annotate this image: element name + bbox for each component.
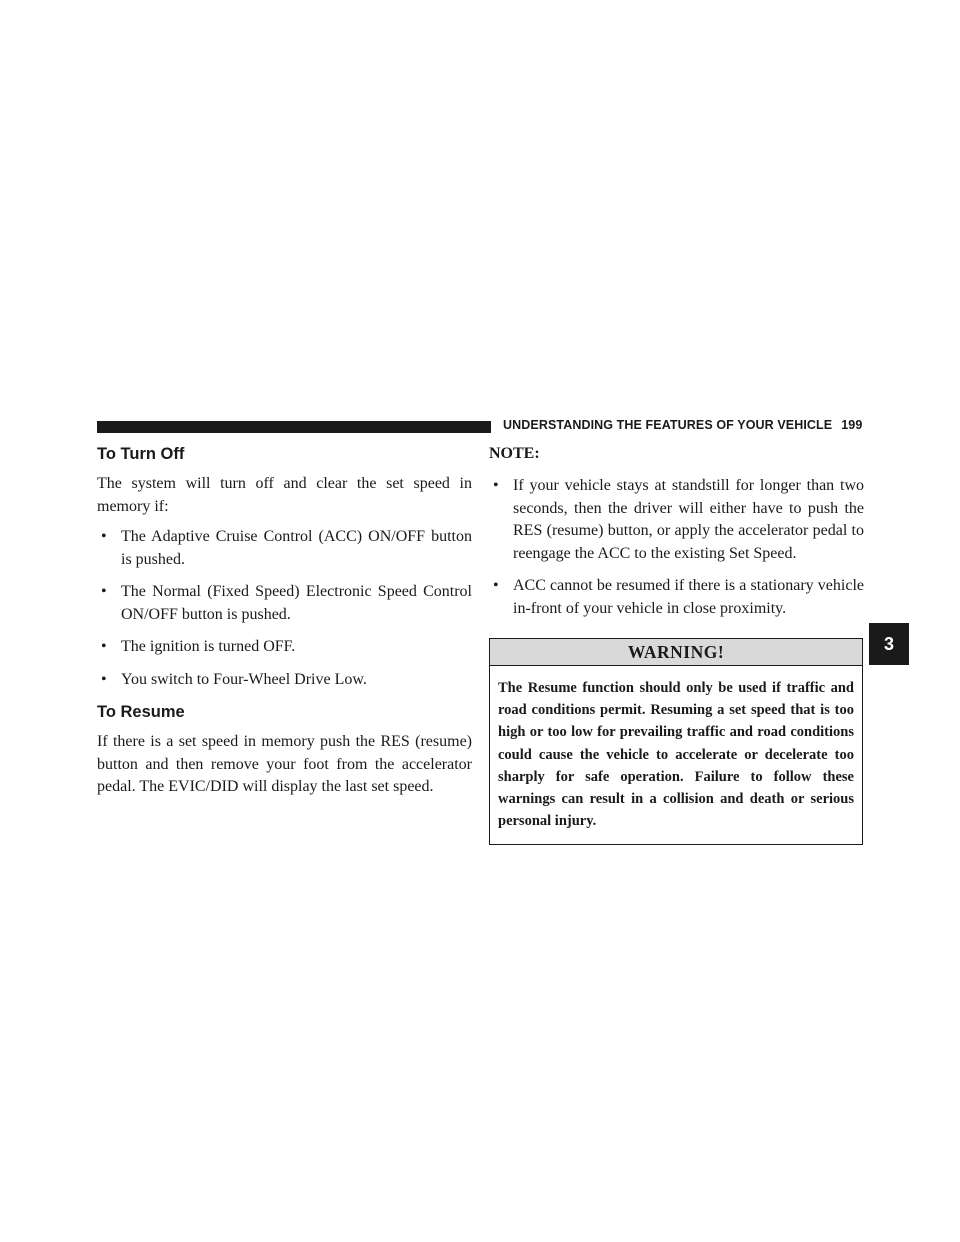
list-item xyxy=(97,526,472,571)
bullet-icon: • xyxy=(493,477,499,494)
chapter-tab: 3 xyxy=(869,623,909,665)
warning-body: The Resume function should only be used if traffic and road conditions permit. Resuming a set speed that is too high or too low for prevailing traffic and road conditions could cause the vehicle to accelerate or decelerate too sharply for safe operation. Failure to follow these warnings can result in a collision and death or serious personal injury. xyxy=(498,680,854,830)
list-item xyxy=(97,581,472,626)
warning-title: WARNING! xyxy=(490,639,862,666)
heading-to-resume: To Resume xyxy=(97,703,185,721)
bullet-icon: • xyxy=(101,528,107,545)
note-label: NOTE: xyxy=(489,445,540,462)
heading-to-turn-off: To Turn Off xyxy=(97,445,185,463)
bullet-icon: • xyxy=(101,583,107,600)
list-item xyxy=(97,669,472,692)
bullet-icon: • xyxy=(101,670,107,688)
running-header xyxy=(503,418,862,432)
left-column xyxy=(97,444,472,799)
note-bullets xyxy=(489,475,864,620)
resume-body: If there is a set speed in memory push the RES (resume) button and then remove your foot from the accelerator pedal. The EVIC/DID will display the last set speed. xyxy=(97,733,472,795)
list-item-text: If your vehicle stays at standstill for longer than two seconds, then the driver will either have to push the RES (resume) button, or apply the accelerator pedal to reengage the ACC to the existing Set Speed. xyxy=(513,477,864,562)
warning-box xyxy=(489,638,863,845)
bullet-icon: • xyxy=(101,638,107,655)
bullet-icon: • xyxy=(493,577,499,594)
page-number: 199 xyxy=(841,418,863,432)
list-item xyxy=(489,475,864,565)
list-item xyxy=(489,575,864,620)
section-title: UNDERSTANDING THE FEATURES OF YOUR VEHICLE xyxy=(503,418,833,432)
turn-off-bullets xyxy=(97,526,472,691)
list-item-text: You switch to Four-Wheel Drive Low. xyxy=(121,670,367,688)
list-item-text: The Adaptive Cruise Control (ACC) ON/OFF button is pushed. xyxy=(121,528,472,568)
list-item-text: ACC cannot be resumed if there is a stationary vehicle in-front of your vehicle in close proximity. xyxy=(513,577,864,617)
list-item-text: The Normal (Fixed Speed) Electronic Speed Control ON/OFF button is pushed. xyxy=(121,583,472,623)
list-item xyxy=(97,636,472,659)
right-column xyxy=(489,444,864,845)
list-item-text: The ignition is turned OFF. xyxy=(121,638,296,655)
header-rule xyxy=(97,421,491,433)
turn-off-intro: The system will turn off and clear the set speed in memory if: xyxy=(97,475,472,515)
